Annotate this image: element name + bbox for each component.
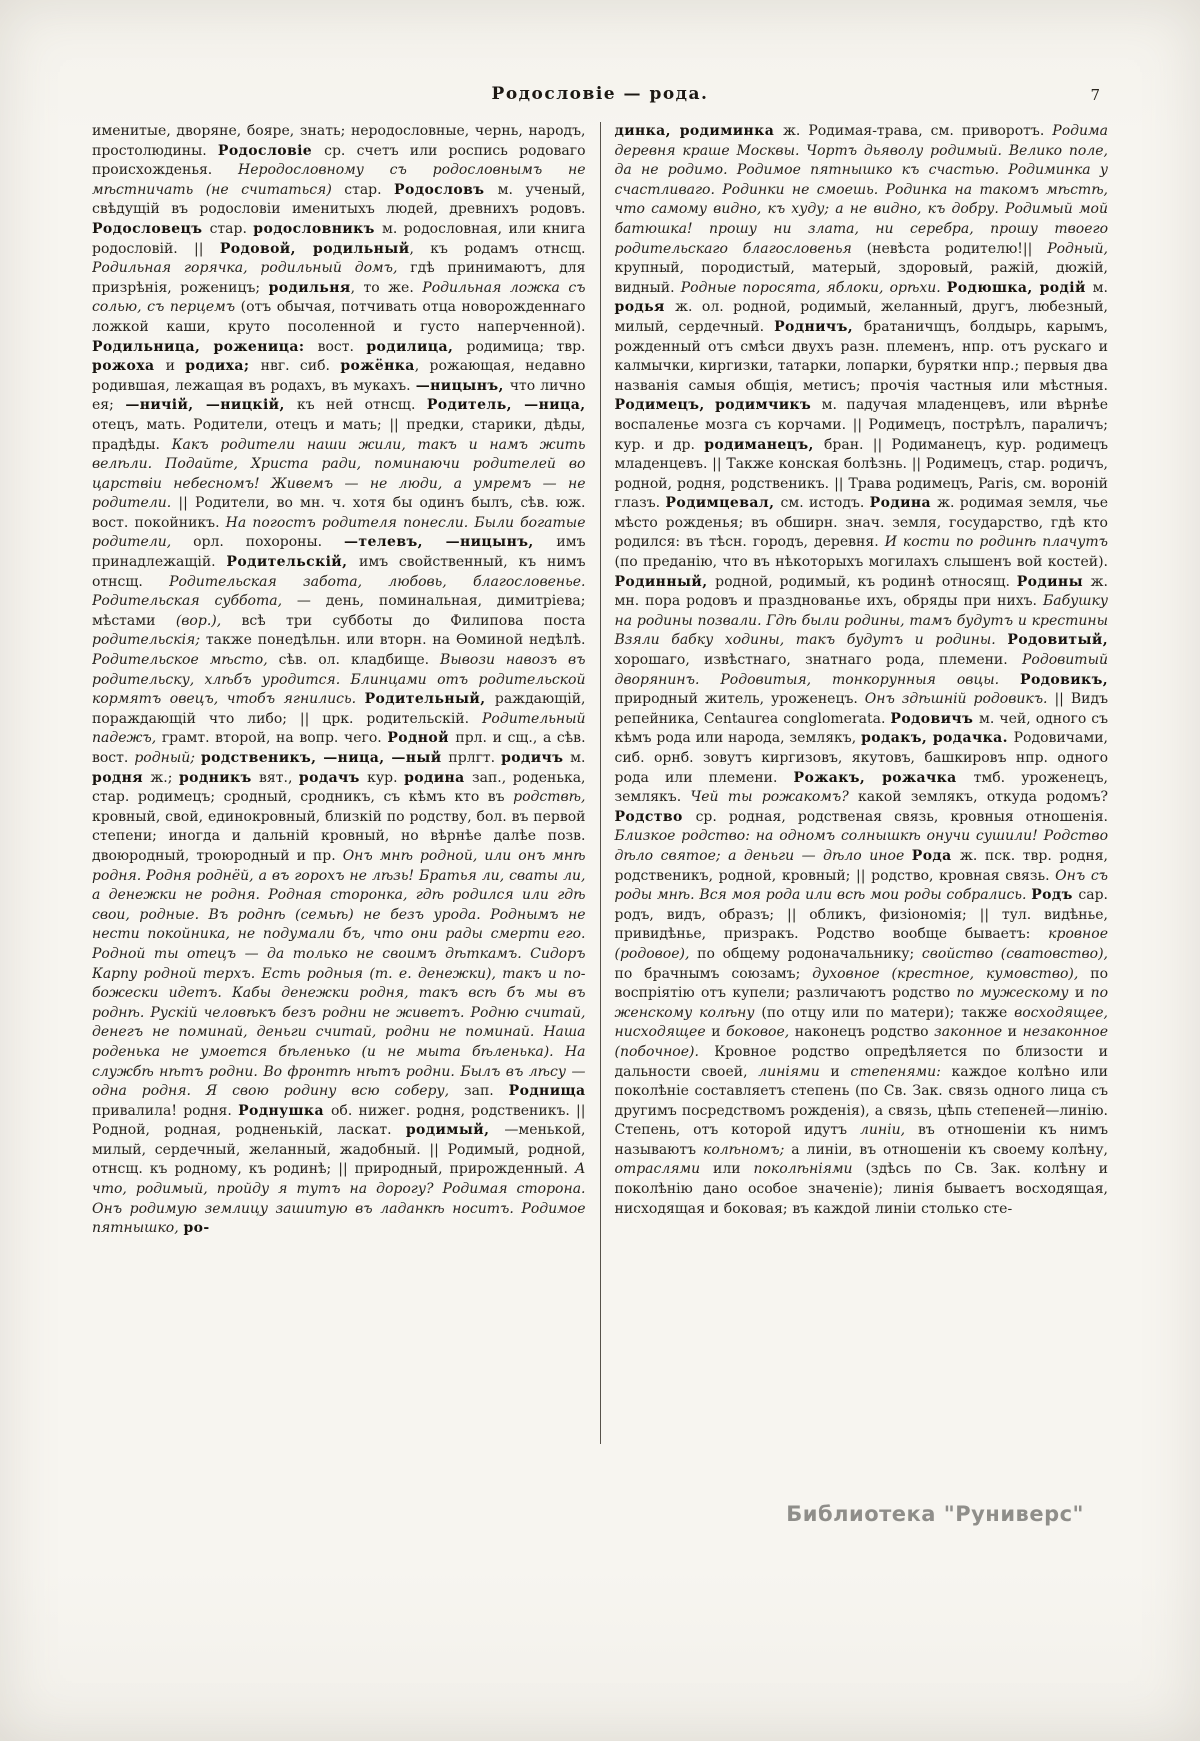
right-column: [601, 122, 1109, 1444]
text-run: стар.: [209, 220, 254, 237]
text-run: (по преданію, что въ нѣкоторыхъ могилахъ слышенъ вой костей).: [614, 554, 1108, 571]
text-run: динка, родиминка: [614, 123, 783, 139]
text-run: м.: [1092, 279, 1108, 296]
text-run: незаконное (побочное).: [614, 1024, 1108, 1060]
text-run: Родословъ: [394, 181, 498, 198]
text-run: поколѣніями: [753, 1161, 866, 1178]
text-columns: [92, 122, 1108, 1444]
text-run: ж.;: [150, 769, 179, 786]
text-run: рожоха: [92, 358, 166, 375]
text-run: къ ней отнсщ.: [297, 397, 427, 414]
text-run: родья: [614, 299, 676, 316]
text-run: Родима деревня краше Москвы. Чортъ дьяволу родимый. Велико поле, да не родимо. Родимое пятнышко къ счастью. Родиминка у счастливаго. Родинки не смоешь. Родинка на такомъ мѣстѣ, что самому видно, къ худу; а не видно, къ добру. Родимый мой батюшка! прошу ни злата, ни серебра, прошу твоего родительскаго благословенья: [614, 123, 1108, 257]
text-run: зап.: [463, 1083, 509, 1100]
text-run: родилица,: [366, 338, 467, 355]
text-run: Родство: [614, 808, 696, 825]
text-run: Рожакъ, рожачка: [793, 769, 974, 786]
text-run: Бабушку на родины позвали. Гдѣ были родины, тамъ будутъ и крестины Взяли бабку ходины, такъ будутъ и родины.: [614, 593, 1108, 649]
text-run: Родъ: [1031, 887, 1079, 904]
text-run: Онъ мнѣ родной, или онъ мнѣ родня. Родня роднёй, а въ горохъ не лѣзь! Братья ли, сваты ли, а денежки не родня. Родная сторонка, гдѣ родился или гдѣ свои, родные. Въ роднѣ (семьѣ) не безъ урода. Роднымъ не нести покойника, не подумали бъ, что они рады смерти его. Родной ты отецъ — да только не своимъ дѣткамъ. Сидоръ Карпу родной терхъ. Есть родныя (т. е. денежки), такъ и по-божески идетъ. Кабы денежки родня, такъ всѣ бъ мы въ роднѣ. Рускій человѣкъ безъ родни не живетъ. Родню считай, денегъ не поминай, деньги считай, родни не поминай. Наша роденька не умоется бѣленько (и не мыта бѣленька). На службѣ нѣтъ родни. Во фронтѣ нѣтъ родни. Былъ въ лѣсу — одна родня. Я свою родину всю соберу,: [92, 847, 586, 1100]
text-run: ж. мн. пора родовъ и празднованье ихъ, обряды при нихъ.: [614, 573, 1108, 610]
text-run: —менькой, милый, сердечный, желанный, жадобный. || Родимый, родной, отнсщ. къ родному, къ родинѣ; || природный, прирожденный.: [92, 1122, 586, 1178]
text-run: об. нижег. родня, родственикъ. || Родной, родная, родненькій, ласкат.: [92, 1102, 586, 1139]
text-run: Родительный,: [364, 691, 495, 708]
text-run: свойство (сватовство),: [921, 945, 1108, 962]
text-run: именитые, дворяне, бояре, знать; неродословные, чернь, народъ, простолюдины.: [92, 123, 586, 159]
text-run: ж. родимая земля, чье мѣсто рожденья; въ обширн. знач. земля, государство, гдѣ кто родился: въ тѣсн. городъ, деревня.: [614, 495, 1108, 551]
text-run: —ничій, —ницкій,: [125, 397, 298, 414]
text-run: кровное (родовое),: [614, 926, 1108, 962]
text-run: каждое колѣно или поколѣніе составляетъ степень (по Св. Зак. связь одного лица съ другимъ посредствомъ рожденія), а связь, цѣпь степеней—линію. Степень, отъ которой идутъ: [614, 1063, 1108, 1139]
text-run: Родимецъ, родимчикъ: [614, 397, 822, 414]
text-run: м. родословная, или книга родословій. ||: [92, 220, 586, 257]
text-run: рожёнка: [340, 358, 415, 375]
text-run: Родовитый,: [1007, 632, 1108, 649]
text-run: Какъ родители наши жили, такъ и намъ жить велѣли. Подайте, Христа ради, поминаючи родителей во царствіи небесномъ! Живемъ — не люди, а умремъ — не родители.: [92, 436, 586, 512]
text-run: орл. похороны.: [193, 534, 344, 551]
text-run: раждающій, пораждающій что либо; || црк. родительскій.: [92, 691, 586, 727]
text-run: м.: [570, 750, 586, 766]
text-run: —ницынъ,: [415, 377, 510, 394]
text-run: ж. Родимая-трава, см. приворотъ.: [783, 123, 1053, 139]
text-run: , рожающая, недавно родившая, лежащая въ родахъ, въ мукахъ.: [92, 358, 586, 394]
text-run: Родительское мѣсто,: [92, 652, 279, 669]
text-run: вост.: [317, 338, 367, 355]
text-run: родимый,: [405, 1122, 505, 1139]
text-run: ж. ол. родной, родимый, желанный, другъ, любезный, милый, сердечный.: [614, 299, 1108, 335]
text-run: Родитель, —ница,: [426, 397, 586, 414]
left-column: [92, 122, 600, 1444]
text-run: Родничъ,: [774, 318, 864, 335]
text-run: И кости по родинѣ плачутъ: [884, 534, 1108, 551]
text-run: Родные поросята, яблоки, орѣхи.: [680, 279, 947, 296]
text-run: (по отцу или по матери); также: [761, 1004, 1015, 1021]
text-run: и: [1007, 1024, 1023, 1041]
text-run: наконецъ родство: [794, 1024, 935, 1041]
text-run: природный житель, уроженецъ.: [614, 691, 865, 708]
text-run: сар. родъ, видъ, образъ; || обликъ, физіономія; || тул. видѣнье, привидѣнье, призракъ. Родство вообще бываетъ:: [614, 887, 1108, 943]
text-run: по общему родоначальнику;: [697, 945, 922, 962]
text-run: братаничщъ, болдырь, карымъ, рожденный отъ смѣси двухъ разн. племенъ, нпр. отъ рускаго и калмычки, киргизки, татарки, лопарки, бурятки нпр.; первыя два названія самыя общія, метисъ; прочія частныя или мѣстныя.: [614, 318, 1108, 394]
text-run: Родительскій,: [226, 554, 359, 571]
text-run: родня: [92, 769, 151, 786]
text-run: родиманецъ,: [704, 436, 824, 453]
text-run: имъ свойственный, къ нимъ отнсщ.: [92, 554, 586, 590]
text-run: по брачнымъ союзамъ;: [614, 965, 813, 982]
text-run: , то же.: [350, 279, 423, 296]
text-run: или: [713, 1161, 754, 1178]
text-run: родословникъ: [253, 220, 382, 237]
text-run: Неродословному съ родословнымъ не мѣстничать (не считаться): [92, 162, 586, 198]
text-run: Родимцевал,: [665, 495, 781, 512]
text-run: родной, родимый, къ родинѣ относящ.: [715, 573, 1017, 590]
text-run: || Видъ репейника, Centaurea conglomerata.: [614, 691, 1108, 727]
text-run: сѣв. ол. кладбище.: [278, 652, 441, 669]
watermark: Библиотека "Руниверс": [786, 1502, 1084, 1526]
text-run: Родильная горячка, родильный домъ,: [92, 260, 411, 277]
text-run: колѣномъ;: [702, 1141, 792, 1158]
text-run: восходящее, нисходящее: [614, 1004, 1108, 1041]
text-run: см. истодъ.: [780, 495, 870, 512]
text-run: Чей ты рожакомъ?: [690, 789, 858, 806]
text-run: стар.: [344, 181, 395, 198]
text-run: Родинный,: [614, 573, 716, 590]
text-run: тмб. уроженецъ, землякъ.: [614, 769, 1108, 806]
text-run: законное: [934, 1024, 1008, 1041]
text-run: Родовичъ: [890, 710, 980, 727]
text-run: || Родители, во мн. ч. хотя бы одинъ былъ, сѣв. юж. вост. покойникъ.: [92, 495, 586, 531]
text-run: м. ученый, свѣдущій въ родословіи именитыхъ людей, древнихъ родовъ.: [92, 181, 586, 218]
text-run: по мужескому: [956, 985, 1075, 1002]
text-run: ср. родная, родственая связь, кровныя отношенія.: [695, 808, 1108, 825]
text-run: вят.,: [259, 769, 299, 786]
text-run: родичъ: [501, 750, 571, 766]
text-run: (невѣста родителю!||: [866, 240, 1048, 257]
text-run: родникъ: [178, 769, 260, 786]
text-run: хорошаго, извѣстнаго, знатнаго рода, племени.: [614, 652, 1022, 669]
text-run: На погостъ родителя понесли. Были богатые родители,: [92, 514, 586, 551]
text-run: и: [830, 1063, 851, 1080]
text-run: Родильница, роженица:: [92, 338, 318, 355]
text-run: привалила! родня.: [92, 1102, 239, 1119]
text-run: А что, родимый, пройду я тутъ на дорогу? Родимая сторона. Онъ родимую землицу зашитую въ ладанкѣ носитъ. Родимое пятнышко,: [92, 1161, 586, 1237]
text-run: степенями:: [850, 1063, 952, 1080]
text-run: Родовичами, сиб. орнб. зовутъ киргизовъ, якутовъ, башкировъ нпр. одного рода или племени.: [614, 730, 1108, 786]
text-run: а линіи, въ отношеніи къ своему колѣну,: [791, 1141, 1108, 1158]
text-run: родина: [404, 769, 472, 786]
text-run: , къ родамъ отнсщ.: [409, 240, 586, 257]
text-run: м. падучая младенцевъ, или вѣрнѣе воспаленье мозга съ корчами. || Родимецъ, пострѣлъ, параличъ; кур. и др.: [614, 397, 1108, 453]
text-run: боковое,: [726, 1024, 795, 1041]
text-run: Родовой, родильный: [219, 240, 410, 257]
text-run: Родина: [869, 495, 938, 512]
text-run: Родительская забота, любовь, благословенье. Родительская суббота,: [92, 573, 586, 610]
text-run: прлгт.: [448, 750, 502, 766]
text-run: Родословецъ: [92, 220, 210, 237]
text-run: какой землякъ, откуда родомъ?: [858, 789, 1108, 806]
text-run: имъ принадлежащій.: [92, 534, 586, 571]
text-run: Родословіе: [217, 142, 325, 159]
text-run: родиха;: [185, 358, 261, 375]
text-run: отраслями: [614, 1161, 714, 1178]
text-run: Онъ съ роды мнѣ. Вся моя рода или всѣ мои роды собрались.: [614, 867, 1108, 904]
text-run: Родовикъ,: [1020, 671, 1108, 688]
text-run: родачъ: [298, 769, 368, 786]
text-run: родный;: [134, 750, 201, 766]
text-run: родильня: [268, 279, 351, 296]
text-run: м. чей, одного съ кѣмъ рода или народа, землякъ,: [614, 710, 1108, 747]
text-run: родительскія;: [92, 632, 206, 649]
text-run: Родюшка, родій: [946, 279, 1093, 296]
text-run: гдѣ принимаютъ, для призрѣнія, роженицъ;: [92, 260, 586, 296]
text-run: (вор.),: [175, 612, 242, 629]
text-run: прл. и сщ., а сѣв. вост.: [92, 730, 586, 766]
text-run: Родины: [1016, 573, 1091, 590]
text-run: также понедѣльн. или вторн. на Ѳоминой недѣлѣ.: [205, 632, 586, 649]
text-run: Вывози навозъ въ родительску, хлѣбъ уродится. Блинцами отъ родительской кормятъ овецъ, чтобъ ягнились.: [92, 652, 586, 708]
text-run: бран. || Родиманецъ, кур. родимецъ младенцевъ. || Также конская болѣзнь. || Родимецъ, стар. родичъ, родной, родня, родственикъ. || Трава родимецъ, Paris, см. вороній глазъ.: [614, 436, 1108, 512]
text-run: родствѣ,: [513, 789, 586, 806]
text-run: нвг. сиб.: [260, 358, 341, 375]
text-run: —телевъ, —ницынъ,: [343, 534, 557, 551]
text-run: (здѣсь по Св. Зак. колѣну и поколѣнію дано особое значеніе); линія бываетъ восходящая, нисходящая и боковая; въ каждой линіи столько сте-: [614, 1161, 1108, 1217]
text-run: Родительный падежъ,: [92, 710, 586, 747]
text-run: Родной: [387, 730, 456, 747]
text-run: Роднища: [508, 1083, 586, 1100]
text-run: родакъ, родачка.: [861, 730, 1014, 747]
running-title: Родословіе — рода.: [491, 84, 709, 104]
text-run: крупный, породистый, матерый, здоровый, ражій, дюжій, видный.: [614, 260, 1108, 296]
text-run: — день, поминальная, димитріева; мѣстами: [92, 593, 586, 629]
text-run: ср. счетъ или роспись родоваго происхожденья.: [92, 142, 586, 179]
text-run: по женскому колѣну: [614, 985, 1108, 1021]
text-run: родимица; твр.: [466, 338, 586, 355]
text-run: Роднушка: [238, 1102, 331, 1119]
text-run: Близкое родство: на одномъ солнышкѣ онучи сушили! Родство дѣло святое; а деньги — дѣло иное: [614, 828, 1108, 864]
text-run: и: [165, 358, 186, 375]
text-run: Рода: [911, 847, 960, 864]
text-run: и: [1074, 985, 1091, 1002]
text-run: что лично ея;: [92, 377, 586, 414]
text-run: Родный,: [1047, 240, 1108, 257]
text-run: Родовитый дворянинъ. Родовитыя, тонкорунныя овцы.: [614, 652, 1108, 688]
text-run: по воспріятію отъ купели; различаютъ родство: [614, 965, 1108, 1002]
text-run: родственикъ, —ница, —ный: [200, 750, 449, 766]
text-run: Онъ здѣшній родовикъ.: [864, 691, 1055, 708]
text-run: ж. пск. твр. родня, родственикъ, родной, кровный; || родство, кровная связь.: [614, 847, 1108, 884]
text-run: грамт. второй, на вопр. чего.: [161, 730, 388, 747]
text-run: всѣ три субботы до Филипова поста: [241, 612, 586, 629]
text-run: и: [711, 1024, 727, 1041]
text-run: ро-: [183, 1220, 210, 1237]
text-run: кур.: [367, 769, 405, 786]
text-run: Кровное родство опредѣляется по близости и дальности своей,: [614, 1043, 1108, 1080]
text-run: (отъ обычая, потчивать отца новорожденнаго ложкой каши, круто посоленной и густо наперченной).: [92, 299, 586, 335]
text-run: отецъ, мать. Родители, отецъ и мать; || предки, старики, дѣды, прадѣды.: [92, 416, 586, 453]
text-run: линіями: [758, 1063, 831, 1080]
page-header: [92, 84, 1108, 110]
text-run: зап., роденька, стар. родимецъ; сродный, сродникъ, съ кѣмъ кто въ: [92, 769, 586, 806]
page-number: 7: [1090, 86, 1100, 104]
text-run: линіи,: [859, 1122, 918, 1139]
text-run: кровный, свой, единокровный, близкій по родству, бол. въ первой степени; иногда и дальній кровный, но вѣрнѣе далѣе позв. двоюродный, троюродный и пр.: [92, 808, 586, 864]
text-run: Родильная ложка съ солью, съ перцемъ: [92, 279, 586, 316]
text-run: въ отношеніи къ нимъ называютъ: [614, 1122, 1108, 1158]
text-run: духовное (крестное, кумовство),: [812, 965, 1091, 982]
